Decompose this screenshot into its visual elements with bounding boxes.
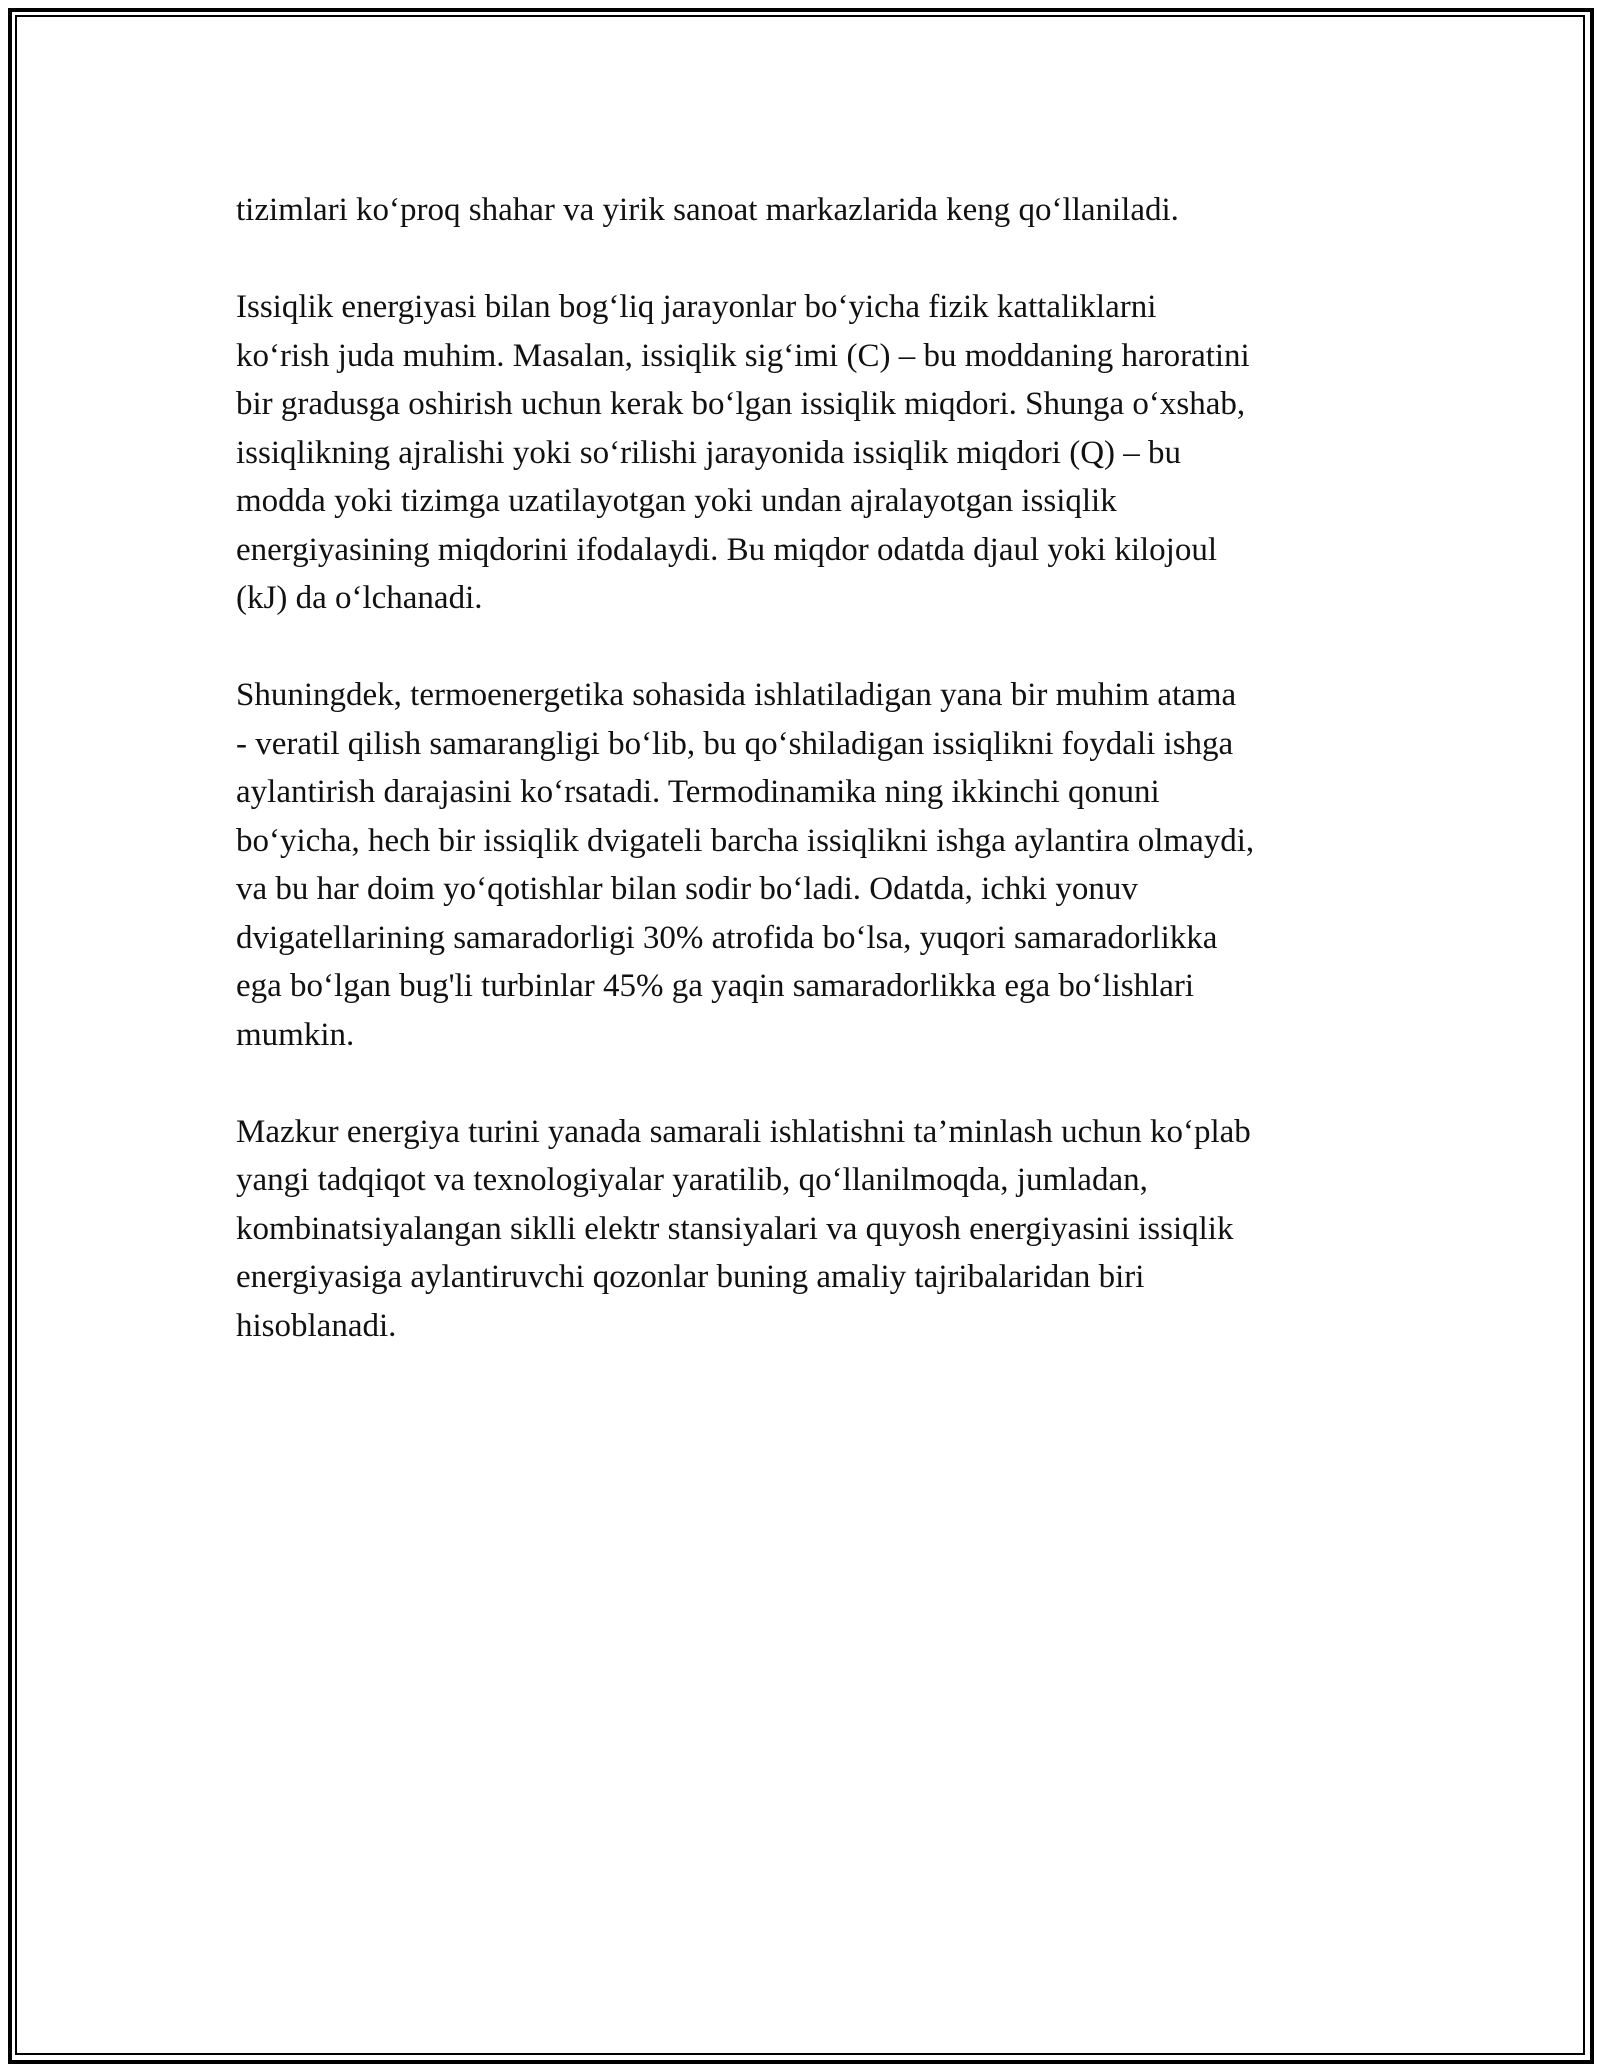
paragraph-4: Mazkur energiya turini yanada samarali ishlatishni ta’minlash uchun ko‘plab yangi tadqiqot va texnologiyalar yaratilib, qo‘llanilmoqda, jumladan, kombinatsiyalangan siklli elektr stansiyalari va quyosh energiyasini issiqlik energiyasiga aylantiruvchi qozonlar buning amaliy tajribalaridan biri hisoblanadi. [236, 1113, 1251, 1344]
document-body [236, 186, 1386, 1399]
paragraph-2: Issiqlik energiyasi bilan bog‘liq jarayonlar bo‘yicha fizik kattaliklarni ko‘rish juda muhim. Masalan, issiqlik sig‘imi (C) – bu moddaning haroratini bir gradusga oshirish uchun kerak bo‘lgan issiqlik miqdori. Shunga o‘xshab, issiqlikning ajralishi yoki so‘rilishi jarayonida issiqlik miqdori (Q) – bu modda yoki tizimga uzatilayotgan yoki undan ajralayotgan issiqlik energiyasining miqdorini ifodalaydi. Bu miqdor odatda djaul yoki kilojoul (kJ) da o‘lchanadi. [236, 289, 1250, 616]
paragraph-1: tizimlari ko‘proq shahar va yirik sanoat markazlarida keng qo‘llaniladi. [236, 192, 1179, 228]
paragraph-3: Shuningdek, termoenergetika sohasida ishlatiladigan yana bir muhim atama - veratil qilish samarangligi bo‘lib, bu qo‘shiladigan issiqlikni foydali ishga aylantirish darajasini ko‘rsatadi. Termodinamika ning ikkinchi qonuni bo‘yicha, hech bir issiqlik dvigateli barcha issiqlikni ishga aylantira olmaydi, va bu har doim yo‘qotishlar bilan sodir bo‘ladi. Odatda, ichki yonuv dvigatellarining samaradorligi 30% atrofida bo‘lsa, yuqori samaradorlikka ega bo‘lgan bug'li turbinlar 45% ga yaqin samaradorlikka ega bo‘lishlari mumkin. [236, 677, 1255, 1053]
